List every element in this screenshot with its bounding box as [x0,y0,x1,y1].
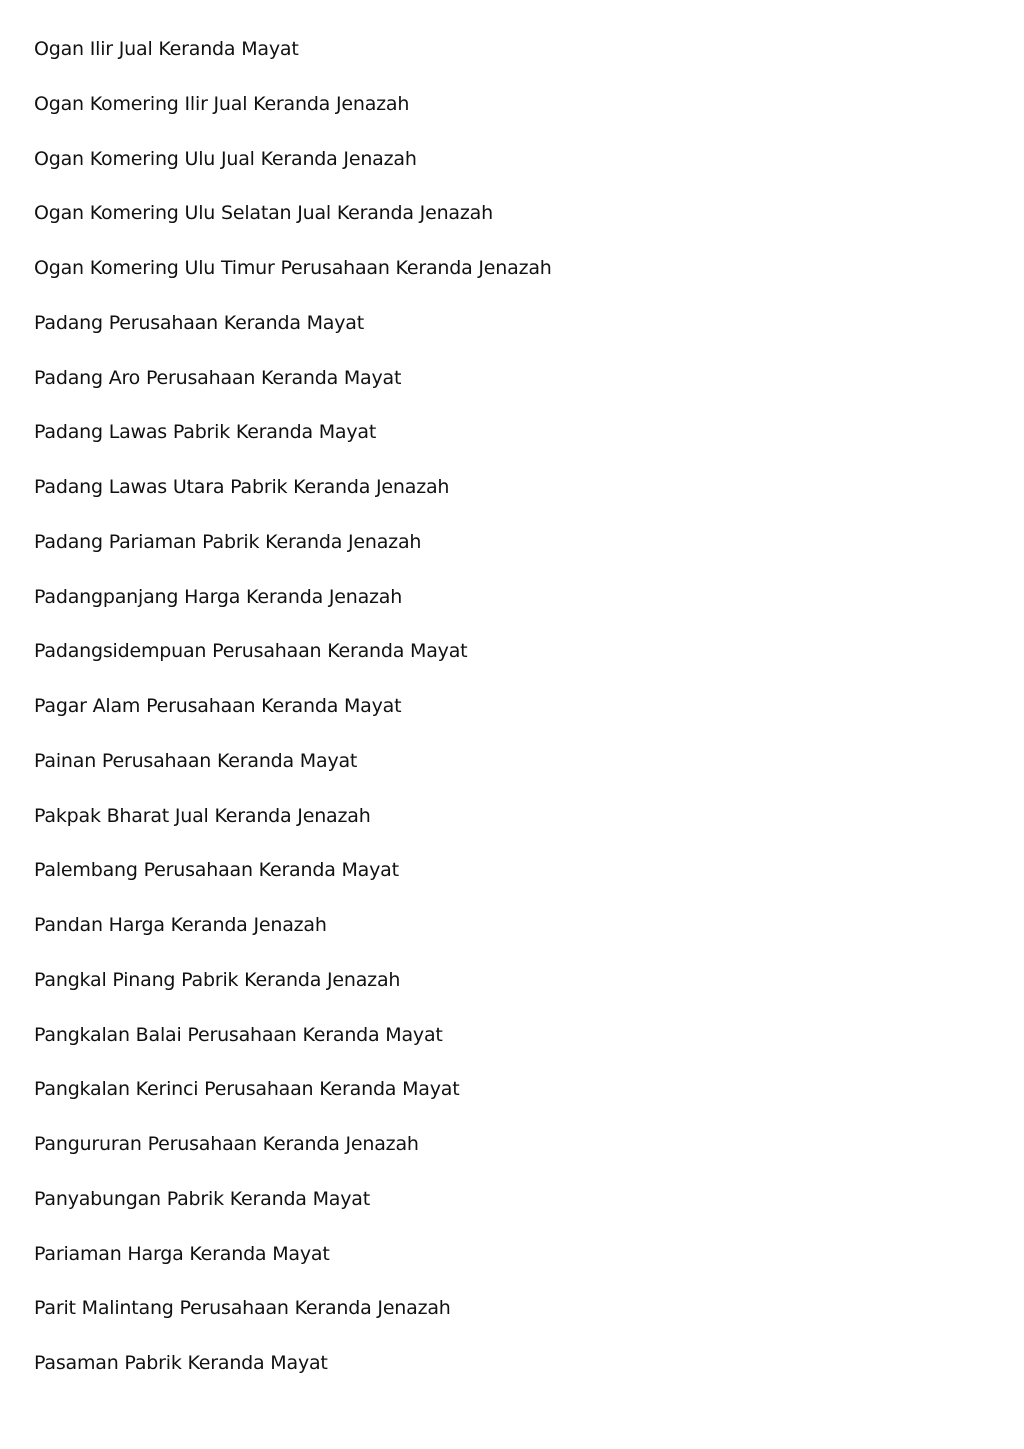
link-padang-perusahaan-keranda-mayat[interactable]: Padang Perusahaan Keranda Mayat [34,311,364,334]
list-item [34,474,934,529]
list-item [34,200,934,255]
list-item [34,365,934,420]
link-padangpanjang-harga-keranda-jenazah[interactable]: Padangpanjang Harga Keranda Jenazah [34,585,403,608]
link-pangkalan-balai-perusahaan-keranda-mayat[interactable]: Pangkalan Balai Perusahaan Keranda Mayat [34,1023,443,1046]
list-item [34,748,934,803]
list-item [34,803,934,858]
list-item [34,310,934,365]
link-padang-lawas-utara-pabrik-keranda-jenazah[interactable]: Padang Lawas Utara Pabrik Keranda Jenazah [34,476,450,498]
list-item [34,967,934,1022]
link-padangsidempuan-perusahaan-keranda-mayat[interactable]: Padangsidempuan Perusahaan Keranda Mayat [34,640,468,663]
link-panyabungan-pabrik-keranda-mayat[interactable]: Panyabungan Pabrik Keranda Mayat [34,1187,370,1210]
list-item [34,1131,934,1186]
list-item [34,91,934,146]
list-item [34,255,934,310]
list-item [34,1022,934,1077]
link-pangkalan-kerinci-perusahaan-keranda-mayat[interactable]: Pangkalan Kerinci Perusahaan Keranda Mayat [34,1078,460,1101]
link-pagar-alam-perusahaan-keranda-mayat[interactable]: Pagar Alam Perusahaan Keranda Mayat [34,695,402,717]
list-item [34,584,934,639]
list-item [34,529,934,584]
link-pasaman-pabrik-keranda-mayat[interactable]: Pasaman Pabrik Keranda Mayat [34,1352,328,1374]
link-palembang-perusahaan-keranda-mayat[interactable]: Palembang Perusahaan Keranda Mayat [34,859,399,882]
link-painan-perusahaan-keranda-mayat[interactable]: Painan Perusahaan Keranda Mayat [34,749,358,772]
list-item [34,1241,934,1296]
link-ogan-ilir-jual-keranda-mayat[interactable]: Ogan Ilir Jual Keranda Mayat [34,38,299,60]
link-padang-lawas-pabrik-keranda-mayat[interactable]: Padang Lawas Pabrik Keranda Mayat [34,421,377,444]
link-ogan-komering-ulu-timur-perusahaan-keranda-jenazah[interactable]: Ogan Komering Ulu Timur Perusahaan Keranda Jenazah [34,257,552,279]
link-padang-aro-perusahaan-keranda-mayat[interactable]: Padang Aro Perusahaan Keranda Mayat [34,366,402,389]
list-item [34,1350,934,1405]
link-parit-malintang-perusahaan-keranda-jenazah[interactable]: Parit Malintang Perusahaan Keranda Jenazah [34,1297,451,1320]
link-pakpak-bharat-jual-keranda-jenazah[interactable]: Pakpak Bharat Jual Keranda Jenazah [34,804,371,827]
list-item [34,1076,934,1131]
link-pariaman-harga-keranda-mayat[interactable]: Pariaman Harga Keranda Mayat [34,1242,330,1265]
list-item [34,36,934,91]
link-pandan-harga-keranda-jenazah[interactable]: Pandan Harga Keranda Jenazah [34,914,327,936]
list-item [34,638,934,693]
list-item [34,146,934,201]
list-item [34,693,934,748]
link-ogan-komering-ulu-jual-keranda-jenazah[interactable]: Ogan Komering Ulu Jual Keranda Jenazah [34,147,417,170]
list-item [34,857,934,912]
link-ogan-komering-ulu-selatan-jual-keranda-jenazah[interactable]: Ogan Komering Ulu Selatan Jual Keranda Jenazah [34,202,493,225]
link-pangururan-perusahaan-keranda-jenazah[interactable]: Pangururan Perusahaan Keranda Jenazah [34,1133,419,1155]
list-item [34,1295,934,1350]
link-list [34,36,934,1405]
link-ogan-komering-ilir-jual-keranda-jenazah[interactable]: Ogan Komering Ilir Jual Keranda Jenazah [34,92,410,115]
link-padang-pariaman-pabrik-keranda-jenazah[interactable]: Padang Pariaman Pabrik Keranda Jenazah [34,530,422,553]
list-item [34,912,934,967]
list-item [34,1186,934,1241]
link-pangkal-pinang-pabrik-keranda-jenazah[interactable]: Pangkal Pinang Pabrik Keranda Jenazah [34,968,401,991]
list-item [34,419,934,474]
